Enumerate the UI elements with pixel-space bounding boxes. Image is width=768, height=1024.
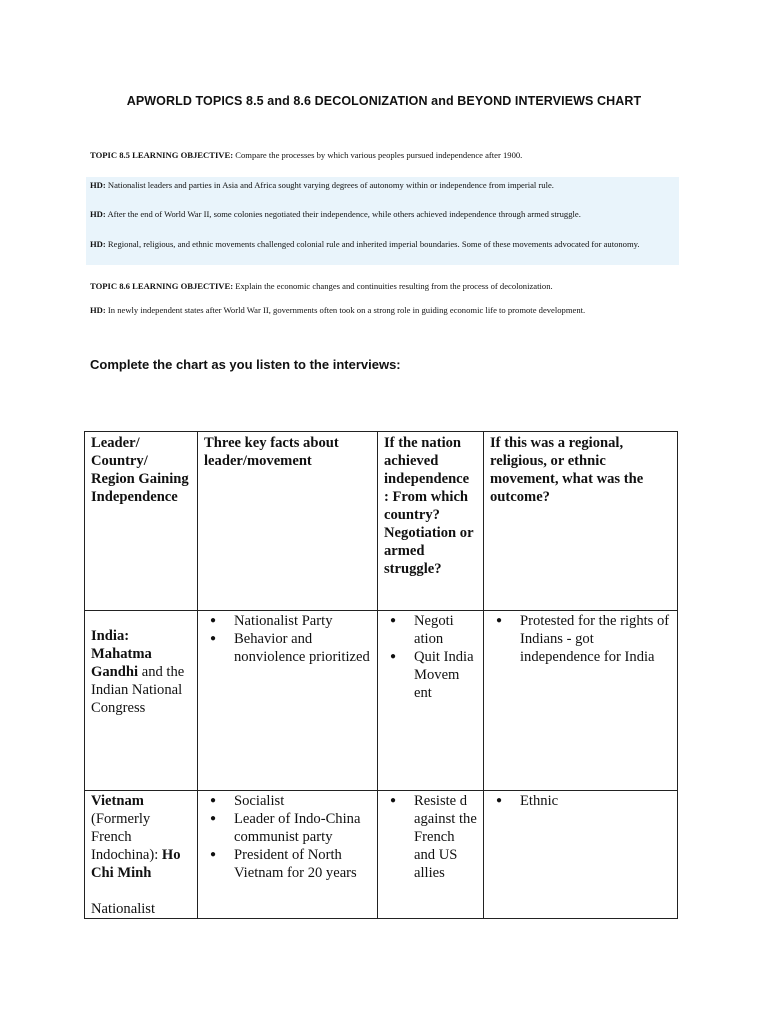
list-item: ● Negoti ation [384, 612, 477, 648]
hd-statement-2 [90, 209, 680, 220]
leader-note: Nationalist [91, 901, 156, 917]
objective-text: Compare the processes by which various peoples pursued independence after 1900. [233, 150, 523, 160]
header-row [85, 432, 678, 611]
list-item: ● President of North Vietnam for 20 years [204, 846, 371, 882]
header-key-facts: Three key facts about leader/movement [198, 432, 378, 611]
interviews-chart [84, 431, 678, 919]
leader-name: Vietnam [91, 793, 144, 809]
outcome-cell [484, 791, 678, 919]
leader-cell [85, 791, 198, 919]
header-independence: If the nation achieved independence : From which country? Negotiation or armed struggle? [378, 432, 484, 611]
table-row [85, 791, 678, 919]
hd-label: HD: [90, 305, 106, 315]
page-title: APWORLD TOPICS 8.5 and 8.6 DECOLONIZATION and BEYOND INTERVIEWS CHART [126, 94, 642, 108]
independence-cell [378, 791, 484, 919]
list-item: ● Behavior and nonviolence prioritized [204, 630, 371, 666]
facts-cell [198, 611, 378, 791]
instructions: Complete the chart as you listen to the interviews: [90, 357, 401, 372]
topic-8-5-objective [90, 150, 680, 161]
list-item: ● Leader of Indo-China communist party [204, 810, 371, 846]
leader-cell [85, 611, 198, 791]
topic-8-6-objective [90, 281, 680, 292]
objective-label: TOPIC 8.6 LEARNING OBJECTIVE: [90, 281, 234, 291]
hd-statement-1 [90, 180, 680, 191]
hd-text: Nationalist leaders and parties in Asia and Africa sought varying degrees of autonomy within or independence from imperial rule. [105, 180, 554, 190]
hd-text: After the end of World War II, some colonies negotiated their independence, while others achieved independence through armed struggle. [105, 209, 581, 219]
hd-text: Regional, religious, and ethnic movements challenged colonial rule and inherited imperial boundaries. Some of these movements advocated for autonomy. [105, 239, 640, 249]
leader-detail: and the Indian National Congress [91, 664, 185, 716]
table-row [85, 611, 678, 791]
hd-label: HD: [90, 209, 106, 219]
hd-label: HD: [90, 239, 106, 249]
independence-cell [378, 611, 484, 791]
list-item: ● Nationalist Party [204, 612, 371, 630]
objective-text: Explain the economic changes and continuities resulting from the process of decolonization. [233, 281, 553, 291]
list-item: ● Quit India Movem ent [384, 648, 477, 702]
hd-label: HD: [90, 180, 106, 190]
objective-label: TOPIC 8.5 LEARNING OBJECTIVE: [90, 150, 234, 160]
list-item: ● Protested for the rights of Indians - got independence for India [490, 612, 671, 666]
list-item: ● Socialist [204, 792, 371, 810]
hd-text: In newly independent states after World War II, governments often took on a strong role in guiding economic life to promote development. [105, 305, 586, 315]
hd-statement-3 [90, 239, 680, 250]
leader-detail: (Formerly French Indochina): [91, 811, 162, 863]
outcome-cell [484, 611, 678, 791]
leader-person: Ho Chi Minh [91, 847, 181, 881]
list-item: ● Ethnic [490, 792, 671, 810]
facts-cell [198, 791, 378, 919]
header-leader: Leader/ Country/ Region Gaining Independence [85, 432, 198, 611]
list-item: ● Resiste d against the French and US allies [384, 792, 477, 882]
leader-name: India: Mahatma Gandhi [91, 628, 152, 680]
hd-statement-4 [90, 305, 680, 316]
header-outcome: If this was a regional, religious, or ethnic movement, what was the outcome? [484, 432, 678, 611]
